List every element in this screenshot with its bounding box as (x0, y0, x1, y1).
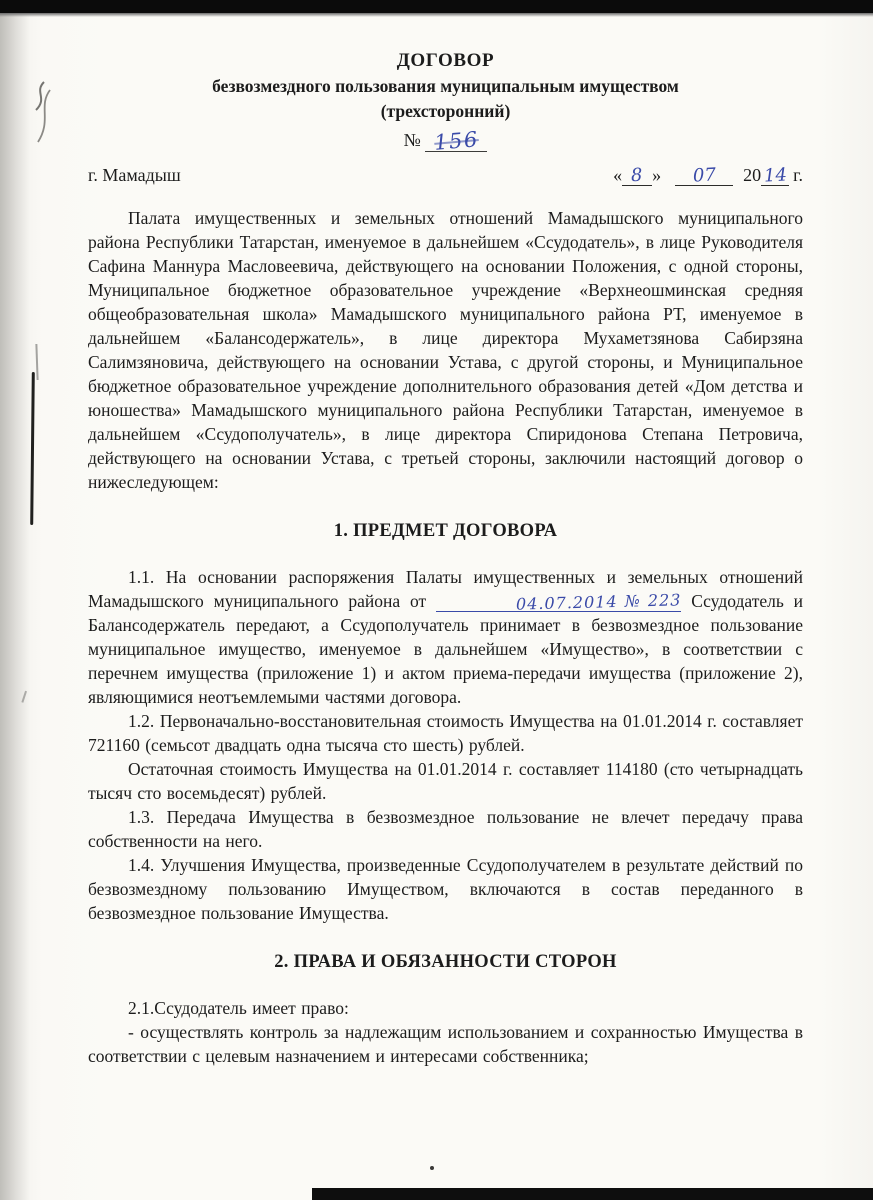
document-title: ДОГОВОР (396, 50, 495, 71)
clause-1-2-residual-value: Остаточная стоимость Имущества на 01.01.2014 г. составляет 114180 (сто четырнадцать тысяч сто восемьдесят) рублей. (88, 759, 803, 803)
city-label: г. Мамадыш (88, 165, 181, 185)
document-subtitle: безвозмездного пользования муниципальным имуществом (212, 76, 679, 96)
contract-number-line (88, 127, 803, 153)
document-subtitle-type: (трехсторонний) (380, 101, 511, 121)
clause-1-1-blank (436, 590, 682, 614)
clause-1-4: 1.4. Улучшения Имущества, произведенные Ссудополучателем в результате действий по безвозмездному пользованию Имуществом, включаются в состав переданного в безвозмездное пользование Имущества. (88, 855, 803, 923)
pen-squiggle-mark (24, 78, 58, 150)
meta-row (88, 165, 803, 186)
scan-left-shadow (0, 0, 30, 1200)
date-month-value: 07 (692, 164, 717, 187)
clause-2-1: 2.1.Ссудодатель имеет право: (128, 998, 349, 1018)
ink-dot (430, 1166, 434, 1170)
contract-number-value: 156 (433, 127, 480, 155)
date-year-value: 14 (763, 164, 788, 187)
clause-1-2: 1.2. Первоначально-восстановительная стоимость Имущества на 01.01.2014 г. составляет 721160 (семьсот двадцать одна тысяча сто шесть) рублей. (88, 711, 803, 755)
date-year-blank (761, 166, 789, 186)
date-close-quote: » (652, 165, 662, 185)
clause-1-1 (88, 565, 803, 709)
date-open-quote: « (613, 165, 623, 185)
section-2-heading: 2. ПРАВА И ОБЯЗАННОСТИ СТОРОН (274, 952, 617, 972)
contract-number-blank (425, 127, 487, 155)
clause-1-1-text-before: 1.1. На основании распоряжения Палаты имущественных и земельных отношений Мамадышского муниципального района от (88, 567, 803, 611)
date-day-blank (622, 166, 652, 186)
pen-mark-vertical-faint (35, 344, 38, 380)
document-content (88, 50, 803, 1068)
date-day-value: 8 (630, 164, 644, 187)
contract-number-label: № (403, 130, 421, 150)
pen-mark-vertical (30, 372, 35, 525)
scan-edge-bottom (312, 1188, 873, 1200)
preamble-paragraph: Палата имущественных и земельных отношений Мамадышского муниципального района Республики Татарстан, именуемое в дальнейшем «Ссудодатель», в лице Руководителя Сафина Маннура Масловеевича, действующего на основании Положения, с одной стороны, Муниципальное бюджетное образовательное учреждение «Верхнеошминская средняя общеобразовательная школа» Мамадышского муниципального района РТ, именуемое в дальнейшем «Балансодержатель», в лице директора Мухаметзянова Сабирзяна Салимзяновича, действующего на основании Устава, с другой стороны, и Муниципальное бюджетное образовательное учреждение дополнительного образования детей «Дом детства и юношества» Мамадышского муниципального района Республики Татарстан, именуемое в дальнейшем «Ссудополучатель», в лице директора Спиридонова Степана Петровича, действующего на основании Устава, с третьей стороны, заключили настоящий договор о нижеследующем: (88, 208, 803, 492)
clause-2-1-bullet: - осуществлять контроль за надлежащим использованием и сохранностью Имущества в соответствии с целевым назначением и интересами собственника; (88, 1022, 803, 1066)
date-month-blank (675, 166, 733, 186)
scan-edge-top-shadow (0, 13, 873, 17)
date-suffix: г. (793, 165, 803, 185)
clause-1-1-handwritten: 04.07.2014 № 223 (515, 590, 682, 614)
clause-1-3: 1.3. Передача Имущества в безвозмездное пользование не влечет передачу права собственности на него. (88, 807, 803, 851)
section-1-heading: 1. ПРЕДМЕТ ДОГОВОРА (333, 521, 558, 541)
scan-edge-top (0, 0, 873, 13)
clause-1-1-text-after: Ссудодатель и Балансодержатель передают, а Ссудополучатель принимает в безвозмездное пользование муниципальное имущество, именуемое в дальнейшем «Имущество», в соответствии с перечнем имущества (приложение 1) и актом приема-передачи имущества (приложение 2), являющимися неотъемлемыми частями договора. (88, 591, 804, 707)
margin-tick-mark (21, 691, 34, 706)
date-year-prefix: 20 (743, 165, 762, 185)
date-line (613, 165, 803, 186)
